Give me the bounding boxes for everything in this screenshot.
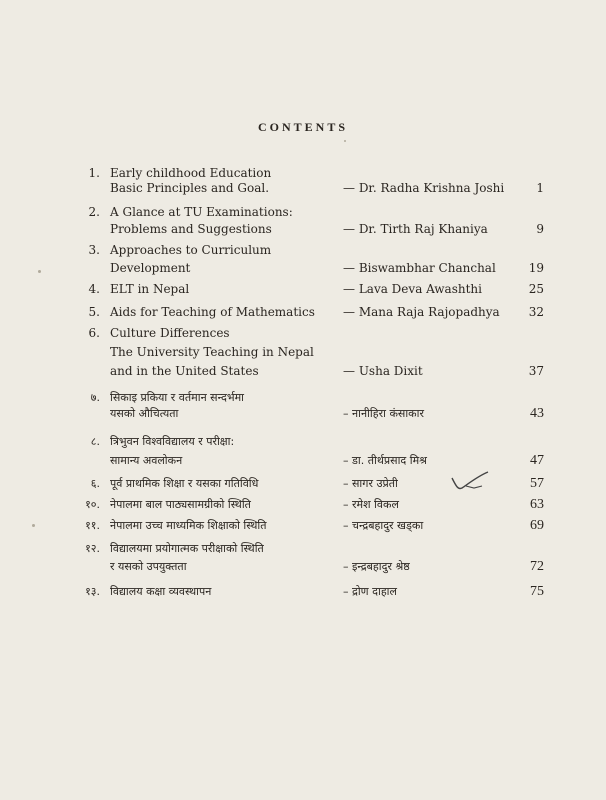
entry-number: 5. bbox=[88, 305, 100, 319]
entry-number: 1. bbox=[88, 166, 100, 180]
entry-author: — Lava Deva Awashthi bbox=[343, 282, 482, 296]
entry-page: 19 bbox=[528, 261, 544, 275]
entry-title-line: नेपालमा बाल पाठ्यसामग्रीको स्थिति bbox=[110, 498, 251, 511]
entry-number: १३. bbox=[85, 585, 100, 598]
entry-author: — Biswambhar Chanchal bbox=[343, 261, 496, 275]
entry-title-line: त्रिभुवन विश्वविद्यालय र परीक्षा: bbox=[110, 435, 235, 448]
entry-page: 72 bbox=[530, 559, 544, 574]
entry-title-line: नेपालमा उच्च माध्यमिक शिक्षाको स्थिति bbox=[110, 519, 267, 532]
entry-author: – रमेश विकल bbox=[343, 498, 399, 511]
handwritten-tick-mark bbox=[448, 468, 492, 494]
entry-title-line: The University Teaching in Nepal bbox=[110, 345, 314, 359]
entry-author: – द्रोण दाहाल bbox=[343, 585, 397, 598]
entry-page: 63 bbox=[530, 497, 544, 512]
entry-number: 4. bbox=[88, 282, 100, 296]
entry-page: 37 bbox=[528, 364, 544, 378]
entry-title-line: and in the United States bbox=[110, 364, 259, 378]
entry-page: 25 bbox=[528, 282, 544, 296]
entry-number: ८. bbox=[90, 435, 100, 448]
entry-author: – डा. तीर्थप्रसाद मिश्र bbox=[343, 454, 427, 467]
entry-page: 1 bbox=[536, 181, 544, 195]
entry-title-line: Culture Differences bbox=[110, 326, 230, 340]
paper-speck bbox=[38, 270, 41, 273]
entry-title-line: ELT in Nepal bbox=[110, 282, 190, 296]
entry-number: 6. bbox=[88, 326, 100, 340]
entry-page: 32 bbox=[528, 305, 544, 319]
page-title: CONTENTS bbox=[257, 120, 349, 134]
entry-author: — Dr. Radha Krishna Joshi bbox=[343, 181, 505, 195]
entry-page: 57 bbox=[530, 476, 544, 491]
entry-author: – इन्द्रबहादुर श्रेष्ठ bbox=[343, 560, 410, 573]
entry-title-line: सामान्य अवलोकन bbox=[110, 454, 183, 467]
entry-number: ६. bbox=[90, 477, 100, 490]
entry-title-line: र यसको उपयुक्तता bbox=[110, 560, 187, 573]
entry-title-line: पूर्व प्राथमिक शिक्षा र यसका गतिविधि bbox=[110, 477, 259, 490]
entry-number: १०. bbox=[85, 498, 100, 511]
entry-author: — Dr. Tirth Raj Khaniya bbox=[343, 222, 488, 236]
entry-title-line: विद्यालयमा प्रयोगात्मक परीक्षाको स्थिति bbox=[110, 542, 264, 555]
entry-title-line: Basic Principles and Goal. bbox=[110, 181, 270, 195]
entry-number: ११. bbox=[85, 519, 100, 532]
paper-speck bbox=[32, 524, 35, 527]
entry-author: – चन्द्रबहादुर खड्का bbox=[343, 519, 424, 532]
entry-title-line: Approaches to Curriculum bbox=[110, 243, 272, 257]
entry-author: — Mana Raja Rajopadhya bbox=[343, 305, 500, 319]
entry-title-line: A Glance at TU Examinations: bbox=[110, 205, 293, 219]
entry-author: – नानीहिरा कंसाकार bbox=[343, 407, 424, 420]
entry-number: 2. bbox=[88, 205, 100, 219]
entry-title-line: Problems and Suggestions bbox=[110, 222, 272, 236]
entry-title-line: यसको औचित्यता bbox=[110, 407, 179, 420]
entry-page: 9 bbox=[536, 222, 544, 236]
entry-page: 43 bbox=[530, 406, 544, 421]
entry-title-line: सिकाइ प्रकिया र वर्तमान सन्दर्भमा bbox=[110, 391, 245, 404]
entry-title-line: Aids for Teaching of Mathematics bbox=[110, 305, 315, 319]
entry-number: 3. bbox=[88, 243, 100, 257]
entry-page: 47 bbox=[530, 453, 544, 468]
entry-title-line: Early childhood Education bbox=[110, 166, 272, 180]
entry-title-line: Development bbox=[110, 261, 191, 275]
entry-author: — Usha Dixit bbox=[343, 364, 423, 378]
entry-title-line: विद्यालय कक्षा व्यवस्थापन bbox=[110, 585, 212, 598]
entry-number: ७. bbox=[90, 391, 100, 404]
paper-speck bbox=[344, 140, 346, 142]
entry-author: – सागर उप्रेती bbox=[343, 477, 398, 490]
entry-number: १२. bbox=[85, 542, 100, 555]
entry-page: 75 bbox=[530, 584, 544, 599]
entry-page: 69 bbox=[530, 518, 544, 533]
